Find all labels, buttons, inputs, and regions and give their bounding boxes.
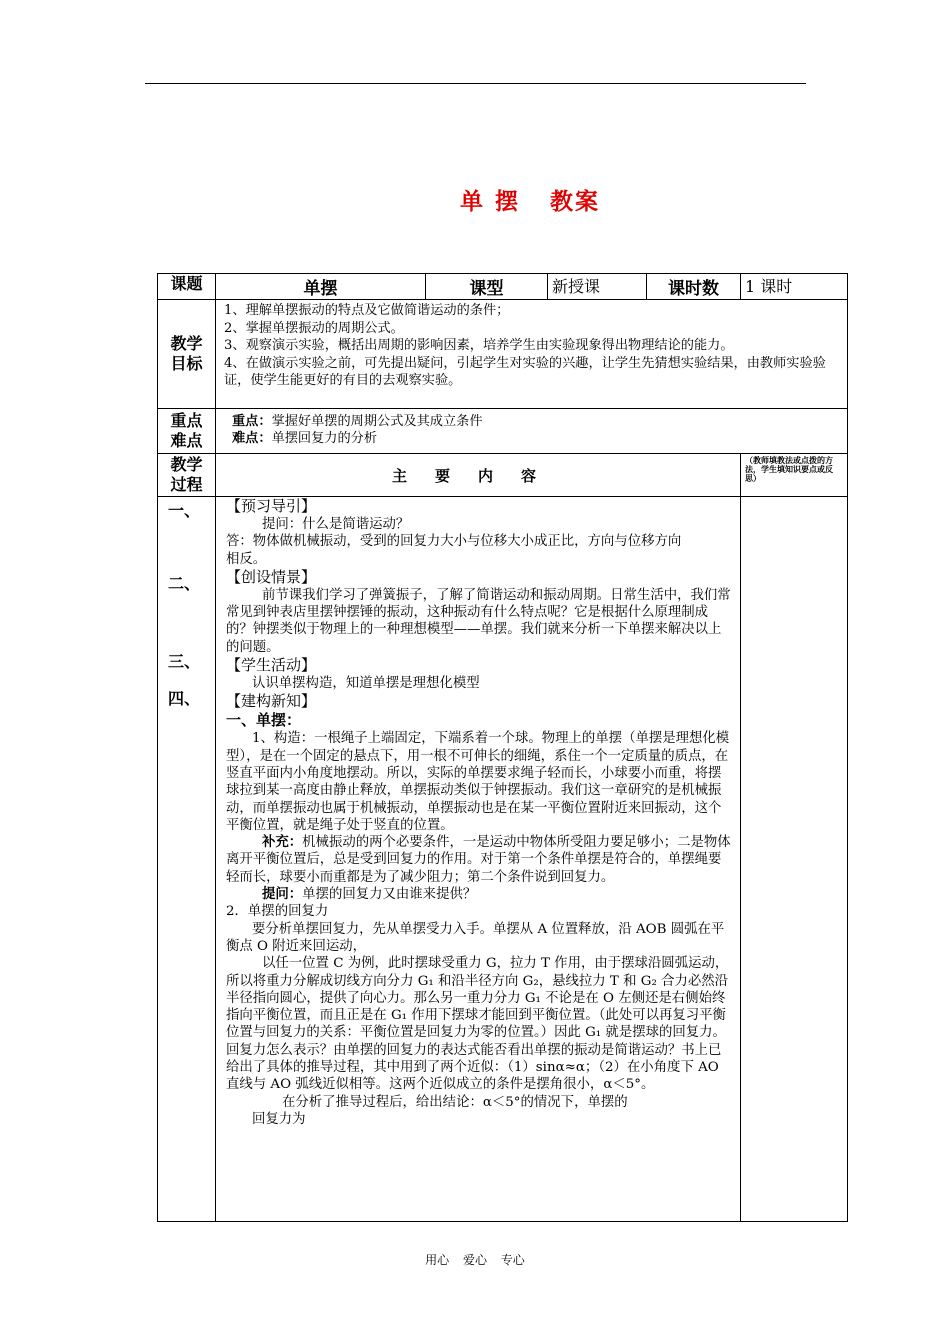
step-2-label: 二、 (168, 574, 201, 593)
step-4-label: 四、 (168, 689, 201, 708)
key-point: 掌握好单摆的周期公式及其成立条件 (271, 414, 483, 429)
question-label: 提问： (262, 887, 303, 903)
goal-item: 2、掌握单摆振动的周期公式。 (224, 320, 404, 336)
title-part-1: 单 摆 (459, 189, 520, 215)
lesson-plan-table (157, 273, 848, 1222)
topic-label: 课题 (158, 274, 216, 300)
title-part-2: 教案 (550, 189, 600, 215)
step-1-label: 一、 (168, 501, 201, 520)
process-body-row (158, 497, 848, 1222)
structure-paragraph: 1、构造：一根绳子上端固定，下端系着一个球。物理上的单摆（单摆是理想化模型），是在一个固定的悬点下，用一根不可伸长的细绳，系住一个一定质量的质点，在竖直平面内小角度地摆动。所以，实际的单摆要求绳子轻而长，小球要小而重，将摆球拉到某一高度由静止释放，单摆振动类似于钟摆振动。我们这一章研究的是机械振动，而单摆振动也属于机械振动，单摆振动也是在某一平衡位置附近来回振动，这个平衡位置，就是绳子处于竖直的位置。 (226, 731, 730, 833)
goals-row (158, 300, 848, 409)
activity-text: 认识单摆构造，知道单摆是理想化模型 (252, 676, 480, 692)
restoring-force-analysis: 以任一位置 C 为例，此时摆球受重力 G，拉力 T 作用，由于摆球沿圆弧运动，所以将重力分解成切线方向分力 G₁ 和沿半径方向 G₂，悬线拉力 T 和 G₂ 合力必然沿半径指向圆心，提供了向心力。那么另一重力分力 G₁ 不论是在 O 左侧还是右侧始终指向平衡位置，而且正是在 G₁ 作用下摆球才能回到平衡位置。（此处可以再复习平衡位置与回复力的关系：平衡位置是回复力为零的位置。）因此 G₁ 就是摆球的回复力。回复力怎么表示？由单摆的回复力的表达式能否看出单摆的振动是简谐运动？书上已给出了具体的推导过程，其中用到了两个近似：（1）sinα≈α；（2）在小角度下 AO 直线与 AO 弧线近似相等。这两个近似成立的条件是摆角很小，α＜5°。 (226, 956, 729, 1093)
topic-row (158, 274, 848, 300)
goals-content (216, 300, 848, 409)
process-label-line-2: 过程 (170, 475, 203, 494)
scenario-text: 前节课我们学习了弹簧振子，了解了简谐运动和振动周期。日常生活中，我们常常见到钟表店里摆钟摆锤的振动，这种振动有什么特点呢？它是根据什么原理制成的？钟摆类似于物理上的一种理想模型——单摆。我们就来分析一下单摆来解决以上的问题。 (226, 587, 731, 655)
supplement-text: 机械振动的两个必要条件，一是运动中物体所受阻力要足够小；二是物体离开平衡位置后，总是受到回复力的作用。对于第一个条件单摆是符合的，单摆绳要轻而长，球要小而重都是为了减少阻力；第二个条件说到回复力。 (226, 835, 731, 885)
section-preview-title: 【预习导引】 (226, 497, 317, 515)
restoring-force-heading: 2．单摆的回复力 (226, 904, 329, 920)
goal-item: 4、在做演示实验之前，可先提出疑问，引起学生对实验的兴趣，让学生先猜想实验结果，由教师实验验证，使学生能更好的有目的去观察实验。 (224, 355, 826, 388)
type-value: 新授课 (548, 274, 647, 300)
supplement-label: 补充： (262, 835, 303, 851)
notes-column-header: （教师填教法或点拨的方法，学生填知识要点或反思） (741, 454, 848, 497)
step-column (158, 497, 216, 1222)
step-3-label: 三、 (168, 652, 201, 671)
hours-label: 课时数 (647, 274, 741, 300)
goals-label (158, 300, 216, 409)
section-scenario-title: 【创设情景】 (226, 567, 317, 586)
main-content-body (216, 497, 741, 1222)
type-label: 课型 (426, 274, 548, 300)
topic-value: 单摆 (216, 274, 426, 300)
preview-answer: 答：物体做机械振动，受到的回复力大小与位移大小成正比，方向与位移方向相反。 (226, 534, 682, 567)
difficulty: 单摆回复力的分析 (271, 431, 378, 446)
keys-label-line-2: 难点 (170, 431, 203, 450)
keys-label (158, 409, 216, 454)
question-text: 单摆的回复力又由谁来提供？ (302, 887, 477, 903)
section-new-knowledge-title: 【建构新知】 (226, 692, 317, 711)
difficulty-label: 难点： (232, 431, 272, 446)
goals-label-line-1: 教学 (170, 334, 203, 353)
notes-column-body (741, 497, 848, 1222)
header-rule (145, 83, 806, 84)
page-footer: 用心 爱心 专心 (425, 1253, 525, 1267)
key-point-label: 重点： (232, 414, 272, 429)
process-label-line-1: 教学 (170, 455, 203, 474)
process-header-row (158, 454, 848, 497)
subsection-pendulum-title: 一、单摆： (226, 711, 302, 730)
document-title (0, 183, 950, 216)
keys-row (158, 409, 848, 454)
hours-value: 1 课时 (741, 274, 848, 300)
goal-item: 1、理解单摆振动的特点及它做简谐运动的条件； (224, 303, 510, 318)
goals-label-line-2: 目标 (170, 354, 203, 373)
preview-question: 提问：什么是简谐运动？ (262, 517, 410, 532)
keys-content (216, 409, 848, 454)
conclusion-line: 在分析了推导过程后，给出结论：α＜5°的情况下，单摆的 (282, 1094, 628, 1110)
restoring-force-intro: 要分析单摆回复力，先从单摆受力入手。单摆从 A 位置释放，沿 AOB 圆弧在平衡点 O 附近来回运动， (226, 921, 725, 954)
main-content-header: 主要内容 (216, 454, 741, 497)
process-label (158, 454, 216, 497)
section-activity-title: 【学生活动】 (226, 656, 317, 675)
goal-item: 3、观察演示实验，概括出周期的影响因素，培养学生由实验现象得出物理结论的能力。 (224, 338, 734, 353)
keys-label-line-1: 重点 (170, 411, 203, 430)
conclusion-line-2: 回复力为 (252, 1111, 306, 1127)
